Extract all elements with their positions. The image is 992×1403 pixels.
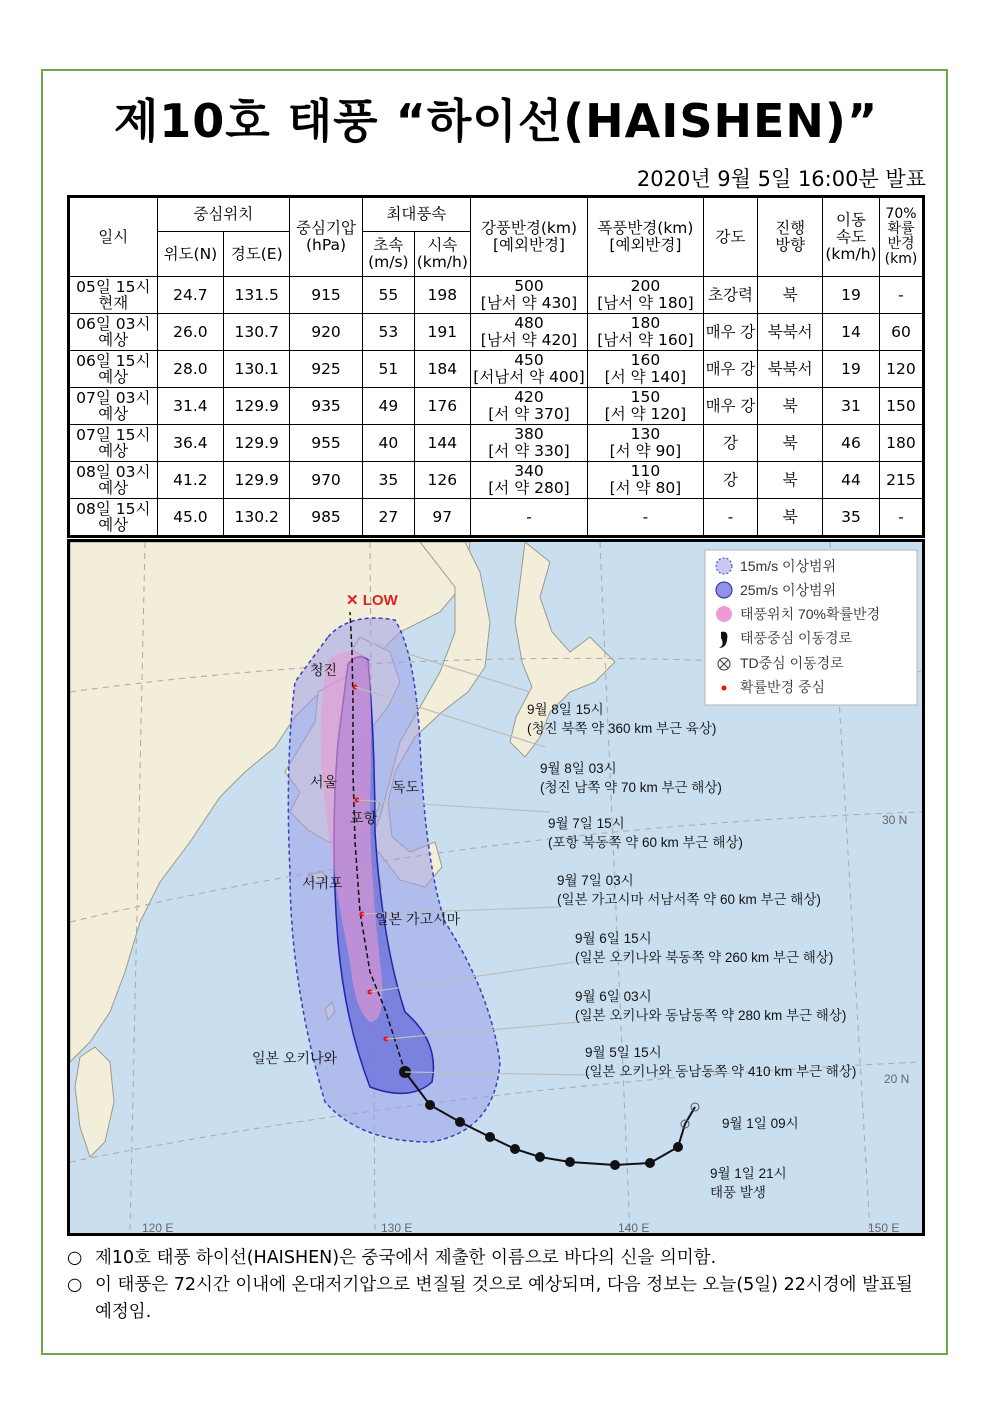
cell-prob-radius: - bbox=[879, 277, 923, 314]
cell-direction: 북북서 bbox=[758, 351, 823, 388]
cell-pressure: 985 bbox=[290, 499, 363, 537]
cell-lon: 130.7 bbox=[224, 314, 290, 351]
cell-datetime: 06일 03시 예상 bbox=[69, 314, 158, 351]
cell-intensity: 강 bbox=[703, 462, 758, 499]
svg-text:9월 7일 03시: 9월 7일 03시 bbox=[557, 873, 634, 888]
cell-wind-kmh: 198 bbox=[414, 277, 470, 314]
cell-gale-radius: 450 [서남서 약 400] bbox=[470, 351, 587, 388]
notes bbox=[67, 1245, 925, 1326]
cell-intensity: 매우 강 bbox=[703, 314, 758, 351]
cell-datetime: 05일 15시 현재 bbox=[69, 277, 158, 314]
cell-direction: 북북서 bbox=[758, 314, 823, 351]
svg-text:(청진 북쪽 약 360 km 부근 육상): (청진 북쪽 약 360 km 부근 육상) bbox=[527, 721, 717, 736]
table-row bbox=[69, 351, 924, 388]
header-datetime: 일시 bbox=[69, 197, 158, 277]
svg-text:(청진 남쪽 약 70 km 부근 해상): (청진 남쪽 약 70 km 부근 해상) bbox=[540, 780, 722, 795]
cell-pressure: 915 bbox=[290, 277, 363, 314]
table-row bbox=[69, 314, 924, 351]
header-ms: 초속 (m/s) bbox=[362, 232, 414, 277]
svg-text:9월 7일 15시: 9월 7일 15시 bbox=[548, 816, 625, 831]
cell-intensity: 강 bbox=[703, 425, 758, 462]
svg-text:30 N: 30 N bbox=[882, 813, 908, 827]
cell-pressure: 920 bbox=[290, 314, 363, 351]
cell-lon: 130.2 bbox=[224, 499, 290, 537]
cell-speed: 19 bbox=[823, 277, 880, 314]
table-row bbox=[69, 425, 924, 462]
svg-text:25m/s 이상범위: 25m/s 이상범위 bbox=[740, 582, 837, 598]
cell-wind-ms: 35 bbox=[362, 462, 414, 499]
svg-text:태풍중심 이동경로: 태풍중심 이동경로 bbox=[740, 630, 853, 646]
cell-lon: 129.9 bbox=[224, 388, 290, 425]
cell-storm-radius: - bbox=[588, 499, 703, 537]
cell-gale-radius: 500 [남서 약 430] bbox=[470, 277, 587, 314]
cell-wind-kmh: 144 bbox=[414, 425, 470, 462]
cell-lat: 28.0 bbox=[157, 351, 224, 388]
svg-text:일본 오키나와: 일본 오키나와 bbox=[252, 1050, 338, 1066]
svg-text:9월 6일 03시: 9월 6일 03시 bbox=[575, 989, 652, 1004]
cell-speed: 19 bbox=[823, 351, 880, 388]
svg-text:청진: 청진 bbox=[310, 662, 338, 678]
cell-direction: 북 bbox=[758, 462, 823, 499]
cell-intensity: 초강력 bbox=[703, 277, 758, 314]
cell-speed: 35 bbox=[823, 499, 880, 537]
svg-text:9월 8일 15시: 9월 8일 15시 bbox=[527, 702, 604, 717]
cell-gale-radius: 480 [남서 약 420] bbox=[470, 314, 587, 351]
map-canvas bbox=[70, 542, 922, 1233]
cell-storm-radius: 110 [서 약 80] bbox=[588, 462, 703, 499]
svg-text:(포항 북동쪽 약 60 km 부근 해상): (포항 북동쪽 약 60 km 부근 해상) bbox=[548, 835, 743, 850]
table-row bbox=[69, 388, 924, 425]
issue-timestamp: 2020년 9월 5일 16:00분 발표 bbox=[636, 167, 926, 191]
header-direction: 진행 방향 bbox=[758, 197, 823, 277]
header-prob-radius: 70% 확률 반경 (km) bbox=[879, 197, 923, 277]
svg-text:130 E: 130 E bbox=[381, 1221, 413, 1233]
cell-datetime: 08일 15시 예상 bbox=[69, 499, 158, 537]
cell-wind-ms: 51 bbox=[362, 351, 414, 388]
cell-wind-kmh: 176 bbox=[414, 388, 470, 425]
cell-speed: 31 bbox=[823, 388, 880, 425]
svg-text:서귀포: 서귀포 bbox=[302, 875, 343, 891]
cell-lon: 129.9 bbox=[224, 425, 290, 462]
cell-intensity: 매우 강 bbox=[703, 351, 758, 388]
svg-text:15m/s 이상범위: 15m/s 이상범위 bbox=[740, 558, 837, 574]
cell-lon: 130.1 bbox=[224, 351, 290, 388]
cell-gale-radius: 380 [서 약 330] bbox=[470, 425, 587, 462]
header-lon: 경도(E) bbox=[224, 232, 290, 277]
cell-direction: 북 bbox=[758, 277, 823, 314]
cell-storm-radius: 180 [남서 약 160] bbox=[588, 314, 703, 351]
cell-pressure: 935 bbox=[290, 388, 363, 425]
cell-wind-ms: 55 bbox=[362, 277, 414, 314]
cell-wind-ms: 53 bbox=[362, 314, 414, 351]
cell-pressure: 925 bbox=[290, 351, 363, 388]
cell-datetime: 07일 03시 예상 bbox=[69, 388, 158, 425]
cell-wind-ms: 40 bbox=[362, 425, 414, 462]
cell-prob-radius: 180 bbox=[879, 425, 923, 462]
cell-prob-radius: 150 bbox=[879, 388, 923, 425]
svg-text:(일본 오키나와 동남동쪽 약 410 km 부근 해상): (일본 오키나와 동남동쪽 약 410 km 부근 해상) bbox=[585, 1064, 857, 1079]
cell-wind-ms: 27 bbox=[362, 499, 414, 537]
svg-text:TD중심 이동경로: TD중심 이동경로 bbox=[740, 655, 844, 671]
note-item: ○ 이 태풍은 72시간 이내에 온대저기압으로 변질될 것으로 예상되며, 다음 정보는 오늘(5일) 22시경에 발표될 예정임. bbox=[67, 1275, 913, 1322]
header-lat: 위도(N) bbox=[157, 232, 224, 277]
cell-lat: 45.0 bbox=[157, 499, 224, 537]
cell-gale-radius: - bbox=[470, 499, 587, 537]
cell-pressure: 970 bbox=[290, 462, 363, 499]
cell-direction: 북 bbox=[758, 388, 823, 425]
cell-lon: 129.9 bbox=[224, 462, 290, 499]
svg-text:확률반경 중심: 확률반경 중심 bbox=[740, 679, 826, 695]
table-row bbox=[69, 462, 924, 499]
typhoon-forecast-table bbox=[67, 195, 925, 538]
svg-text:9월 1일 09시: 9월 1일 09시 bbox=[722, 1116, 799, 1131]
cell-datetime: 06일 15시 예상 bbox=[69, 351, 158, 388]
cell-lat: 41.2 bbox=[157, 462, 224, 499]
header-gale-radius: 강풍반경(km) [예외반경] bbox=[470, 197, 587, 277]
svg-text:9월 1일 21시: 9월 1일 21시 bbox=[710, 1166, 787, 1181]
cell-lat: 31.4 bbox=[157, 388, 224, 425]
cell-gale-radius: 420 [서 약 370] bbox=[470, 388, 587, 425]
svg-text:20 N: 20 N bbox=[884, 1072, 910, 1086]
cell-wind-kmh: 97 bbox=[414, 499, 470, 537]
svg-text:포항: 포항 bbox=[350, 810, 378, 826]
svg-text:140 E: 140 E bbox=[618, 1221, 650, 1233]
cell-direction: 북 bbox=[758, 425, 823, 462]
header-intensity: 강도 bbox=[703, 197, 758, 277]
cell-lat: 24.7 bbox=[157, 277, 224, 314]
cell-prob-radius: - bbox=[879, 499, 923, 537]
cell-direction: 북 bbox=[758, 499, 823, 537]
cell-wind-kmh: 126 bbox=[414, 462, 470, 499]
table-row bbox=[69, 499, 924, 537]
cell-speed: 46 bbox=[823, 425, 880, 462]
svg-text:독도: 독도 bbox=[392, 779, 420, 795]
cell-lon: 131.5 bbox=[224, 277, 290, 314]
cell-lat: 26.0 bbox=[157, 314, 224, 351]
cell-prob-radius: 60 bbox=[879, 314, 923, 351]
svg-text:9월 8일 03시: 9월 8일 03시 bbox=[540, 761, 617, 776]
cell-wind-kmh: 191 bbox=[414, 314, 470, 351]
svg-text:(일본 가고시마 서남서쪽 약 60 km 부근 해상): (일본 가고시마 서남서쪽 약 60 km 부근 해상) bbox=[557, 892, 821, 907]
low-label: ✕ LOW bbox=[346, 592, 398, 609]
cell-datetime: 07일 15시 예상 bbox=[69, 425, 158, 462]
cell-wind-kmh: 184 bbox=[414, 351, 470, 388]
svg-text:태풍위치 70%확률반경: 태풍위치 70%확률반경 bbox=[740, 606, 881, 622]
cell-prob-radius: 120 bbox=[879, 351, 923, 388]
header-pressure: 중심기압 (hPa) bbox=[290, 197, 363, 277]
header-kmh: 시속 (km/h) bbox=[414, 232, 470, 277]
svg-text:일본 가고시마: 일본 가고시마 bbox=[375, 911, 461, 927]
cell-prob-radius: 215 bbox=[879, 462, 923, 499]
cell-gale-radius: 340 [서 약 280] bbox=[470, 462, 587, 499]
page-title: 제10호 태풍 “하이선(HAISHEN)” bbox=[113, 94, 879, 148]
cell-wind-ms: 49 bbox=[362, 388, 414, 425]
cell-speed: 14 bbox=[823, 314, 880, 351]
cell-intensity: 매우 강 bbox=[703, 388, 758, 425]
svg-text:서울: 서울 bbox=[310, 774, 338, 790]
typhoon-track-map bbox=[67, 539, 925, 1236]
svg-text:150 E: 150 E bbox=[868, 1221, 900, 1233]
cell-storm-radius: 150 [서 약 120] bbox=[588, 388, 703, 425]
svg-text:9월 6일 15시: 9월 6일 15시 bbox=[575, 931, 652, 946]
cell-storm-radius: 130 [서 약 90] bbox=[588, 425, 703, 462]
svg-text:(일본 오키나와 북동쪽 약 260 km 부근 해상): (일본 오키나와 북동쪽 약 260 km 부근 해상) bbox=[575, 950, 834, 965]
svg-text:9월 5일 15시: 9월 5일 15시 bbox=[585, 1045, 662, 1060]
cell-storm-radius: 200 [남서 약 180] bbox=[588, 277, 703, 314]
header-storm-radius: 폭풍반경(km) [예외반경] bbox=[588, 197, 703, 277]
note-item: ○ 제10호 태풍 하이선(HAISHEN)은 중국에서 제출한 이름으로 바다의 신을 의미함. bbox=[67, 1248, 717, 1268]
header-maxwind: 최대풍속 bbox=[362, 197, 470, 232]
svg-text:태풍 발생: 태풍 발생 bbox=[710, 1185, 766, 1200]
svg-text:(일본 오키나와 동남동쪽 약 280 km 부근 해상): (일본 오키나와 동남동쪽 약 280 km 부근 해상) bbox=[575, 1008, 847, 1023]
cell-speed: 44 bbox=[823, 462, 880, 499]
header-speed: 이동 속도 (km/h) bbox=[823, 197, 880, 277]
table-row bbox=[69, 277, 924, 314]
header-center: 중심위치 bbox=[157, 197, 290, 232]
cell-storm-radius: 160 [서 약 140] bbox=[588, 351, 703, 388]
svg-text:120 E: 120 E bbox=[142, 1221, 174, 1233]
cell-datetime: 08일 03시 예상 bbox=[69, 462, 158, 499]
cell-intensity: - bbox=[703, 499, 758, 537]
cell-lat: 36.4 bbox=[157, 425, 224, 462]
cell-pressure: 955 bbox=[290, 425, 363, 462]
